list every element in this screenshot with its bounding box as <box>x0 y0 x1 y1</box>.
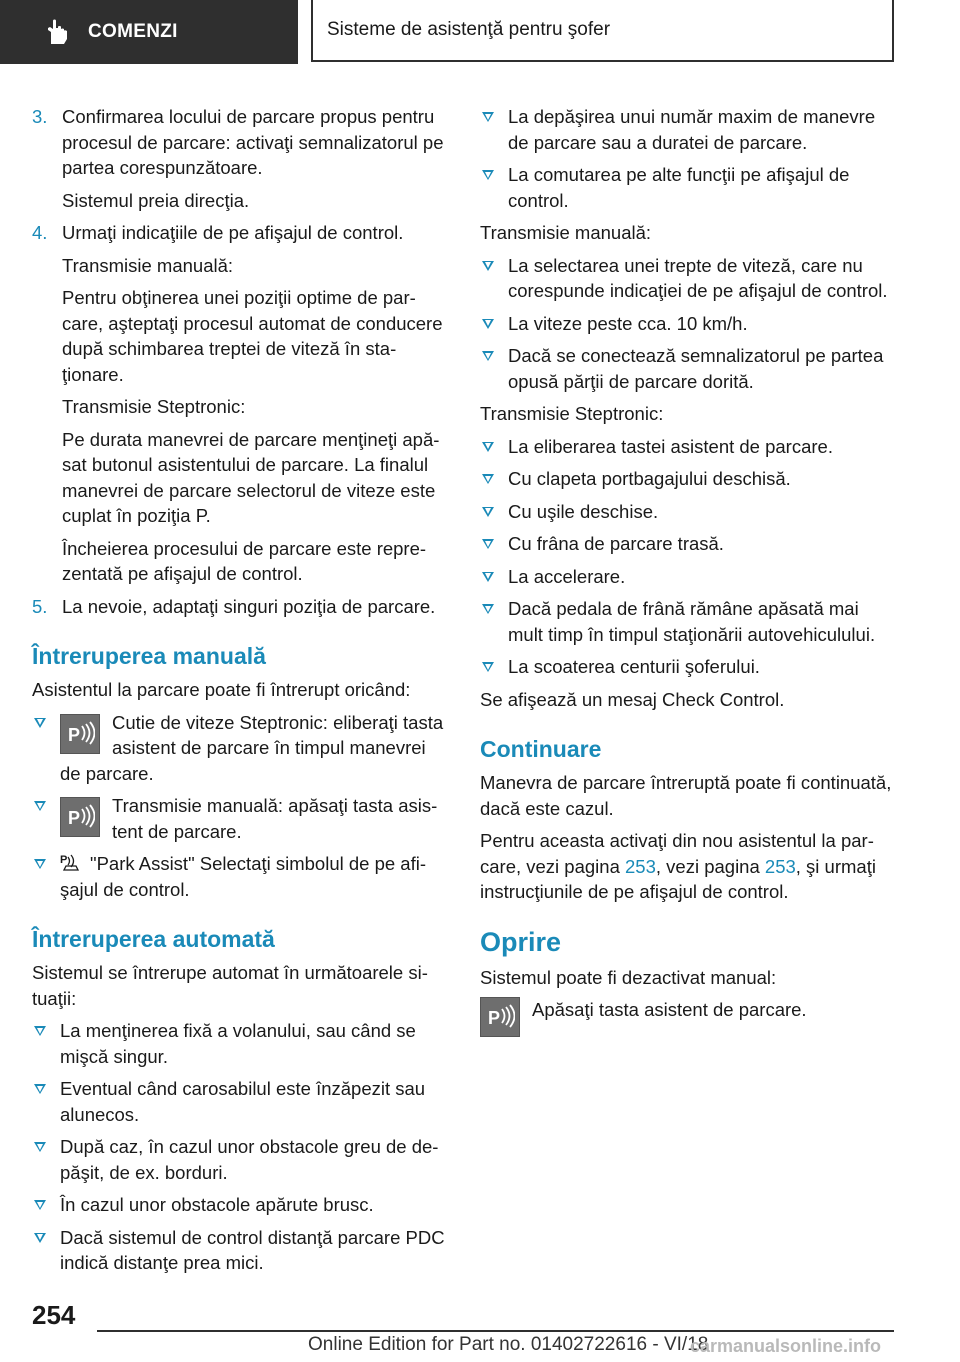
page-link-253[interactable]: 253 <box>625 855 656 877</box>
stop-heading: Oprire <box>480 926 562 957</box>
step-text: Încheierea procesului de parcare este reprezentată pe afişajul de control. <box>62 537 427 584</box>
activate-text <box>480 828 898 905</box>
bullet-triangle-icon <box>34 718 46 728</box>
bullet-triangle-icon <box>482 170 494 180</box>
list-item-text: La comutarea pe alte funcţii pe afişajul de control. <box>508 164 850 211</box>
list-item <box>32 851 450 902</box>
chapter-tab-label: COMENZI <box>88 21 178 42</box>
bullet-triangle-icon <box>34 1142 46 1152</box>
list-item-text: La accelerare. <box>508 565 626 587</box>
step-text: Confirmarea locului de parcare propus pentru procesul de parcare: activaţi semnalizatorul pe partea corespunzătoare. <box>62 106 444 178</box>
bullet-triangle-icon <box>482 351 494 361</box>
step-text: Sistemul preia direcţia. <box>62 189 250 211</box>
svg-text:P: P <box>60 854 68 866</box>
svg-text:P: P <box>488 1008 501 1028</box>
right-column <box>480 104 898 1037</box>
list-item <box>480 499 898 525</box>
bullet-triangle-icon <box>34 801 46 811</box>
bullet-triangle-icon <box>482 474 494 484</box>
list-item-text: La menţinerea fixă a volanului, sau când se mişcă singur. <box>60 1020 416 1067</box>
list-item <box>32 1225 450 1276</box>
list-item <box>480 654 898 680</box>
step-3 <box>32 104 450 213</box>
page-link-253[interactable]: 253 <box>764 855 796 877</box>
list-item <box>32 1018 450 1069</box>
svg-text:P: P <box>68 724 81 745</box>
bullet-triangle-icon <box>482 261 494 271</box>
step-text: Transmisie Steptronic: <box>62 396 246 417</box>
list-item-text: La depăşirea unui număr maxim de manevre de parcare sau a duratei de parcare. <box>508 106 876 153</box>
list-item <box>480 311 898 337</box>
manual-interrupt-intro: Asistentul la parcare poate fi întrerupt oricând: <box>32 679 411 700</box>
list-item-text: Cu clapeta portbagajului deschisă. <box>508 468 791 489</box>
bullet-triangle-icon <box>482 572 494 582</box>
list-item <box>480 466 898 492</box>
list-item <box>32 1134 450 1185</box>
chapter-tab[interactable] <box>0 0 298 64</box>
auto-interrupt-intro: Sistemul se întrerupe automat în următoarele situaţii: <box>32 962 428 1009</box>
step-text: La nevoie, adaptaţi singuri poziţia de parcare. <box>62 595 436 617</box>
list-item <box>480 253 898 304</box>
step-text: Pe durata manevrei de parcare menţineţi apăsat butonul asistentului de parcare. La finalul manevrei de parcare selectorul de viteze este cuplat în poziţia P. <box>62 428 440 526</box>
stop-text: Sistemul poate fi dezactivat manual: <box>480 966 777 988</box>
manual-interrupt-heading: Întreruperea manuală <box>32 643 266 669</box>
list-item <box>480 596 898 647</box>
list-item-text: "Park Assist" Selectaţi simbolul de pe afişajul de control. <box>60 853 427 900</box>
continue-heading: Continuare <box>480 736 602 762</box>
step-number: 3. <box>32 106 48 127</box>
bullet-triangle-icon <box>482 319 494 329</box>
list-item-text: Dacă sistemul de control distanţă parcare PDC indică distanţe prea mici. <box>60 1226 445 1273</box>
bullet-triangle-icon <box>34 1200 46 1210</box>
list-item <box>32 793 450 844</box>
continue-text: Manevra de parcare întreruptă poate fi continuată, dacă este cazul. <box>480 772 892 819</box>
list-item-text: Transmisie manuală: apăsaţi tasta asistent de parcare. <box>112 795 438 842</box>
edition-text: Online Edition for Part no. 01402722616 - VI/18 <box>308 1334 709 1355</box>
park-assist-button-icon <box>480 997 520 1037</box>
list-item-text: Cutie de viteze Steptronic: eliberaţi tasta asistent de parcare în timpul manevrei de parcare. <box>60 711 444 784</box>
list-item <box>480 434 898 460</box>
step-text: Urmaţi indicaţiile de pe afişajul de control. <box>62 222 404 243</box>
press-button-text: Apăsaţi tasta asistent de parcare. <box>532 999 807 1020</box>
activate-text-part: , şi urmaţi instrucţiunile de pe afişajul de control. <box>480 855 876 902</box>
bullet-triangle-icon <box>34 859 46 869</box>
list-item-text: Dacă pedala de frână rămâne apăsată mai mult timp în timpul staţionării autovehiculului. <box>508 598 876 645</box>
list-item <box>32 710 450 787</box>
manual-transmission-label: Transmisie manuală: <box>480 222 652 243</box>
auto-interrupt-heading: Întreruperea automată <box>32 926 275 952</box>
list-item <box>480 343 898 394</box>
list-item <box>480 531 898 557</box>
list-item <box>32 1076 450 1127</box>
list-item-text: La scoaterea centurii şoferului. <box>508 656 760 677</box>
list-item-text: După caz, în cazul unor obstacole greu de depăşit, de ex. borduri. <box>60 1136 439 1183</box>
svg-text:P: P <box>68 808 81 828</box>
footer-rule <box>97 1330 894 1332</box>
bullet-triangle-icon <box>482 662 494 672</box>
list-item-text: La eliberarea tastei asistent de parcare. <box>508 435 833 457</box>
list-item <box>480 104 898 155</box>
list-item <box>32 1192 450 1218</box>
hand-pointer-icon <box>42 17 72 47</box>
step-4 <box>32 220 450 587</box>
park-assist-symbol-icon <box>60 851 82 873</box>
bullet-triangle-icon <box>34 1084 46 1094</box>
list-item-text: Cu frâna de parcare trasă. <box>508 533 724 554</box>
bullet-triangle-icon <box>482 539 494 549</box>
step-number: 4. <box>32 222 48 243</box>
step-number: 5. <box>32 595 48 617</box>
steptronic-label: Transmisie Steptronic: <box>480 403 664 424</box>
list-item <box>480 162 898 213</box>
bullet-triangle-icon <box>34 1026 46 1036</box>
step-text: Pentru obţinerea unei poziţii optime de parcare, aşteptaţi procesul automat de conducere după schimbarea treptei de viteză în staţionare. <box>62 287 443 385</box>
list-item-text: Cu uşile deschise. <box>508 500 659 522</box>
section-title: Sisteme de asistenţă pentru şofer <box>311 0 894 62</box>
page-number: 254 <box>32 1300 76 1330</box>
left-column <box>32 104 450 1283</box>
watermark: carmanualsonline.info <box>690 1336 882 1356</box>
park-assist-button-icon <box>60 797 100 837</box>
activate-text-part: , vezi pagina <box>655 855 765 877</box>
bullet-triangle-icon <box>34 1233 46 1243</box>
bullet-triangle-icon <box>482 112 494 122</box>
list-item-text: La selectarea unei trepte de viteză, care nu corespunde indicaţiei de pe afişajul de control. <box>508 254 888 301</box>
check-control-text: Se afişează un mesaj Check Control. <box>480 688 785 710</box>
list-item-text: La viteze peste cca. 10 km/h. <box>508 312 748 334</box>
step-5 <box>32 594 450 620</box>
list-item-text: Eventual când carosabilul este înzăpezit sau alunecos. <box>60 1078 426 1125</box>
bullet-triangle-icon <box>482 604 494 614</box>
activate-text-part: Pentru aceasta activaţi din nou asistentul la parcare, vezi pagina <box>480 830 874 877</box>
bullet-triangle-icon <box>482 507 494 517</box>
park-assist-button-icon <box>60 714 100 754</box>
press-button-instruction <box>480 997 898 1037</box>
bullet-triangle-icon <box>482 442 494 452</box>
list-item-text: Dacă se conectează semnalizatorul pe partea opusă părţii de parcare dorită. <box>508 345 884 392</box>
list-item-text: În cazul unor obstacole apărute brusc. <box>60 1194 374 1215</box>
step-text: Transmisie manuală: <box>62 254 234 276</box>
list-item <box>480 564 898 590</box>
